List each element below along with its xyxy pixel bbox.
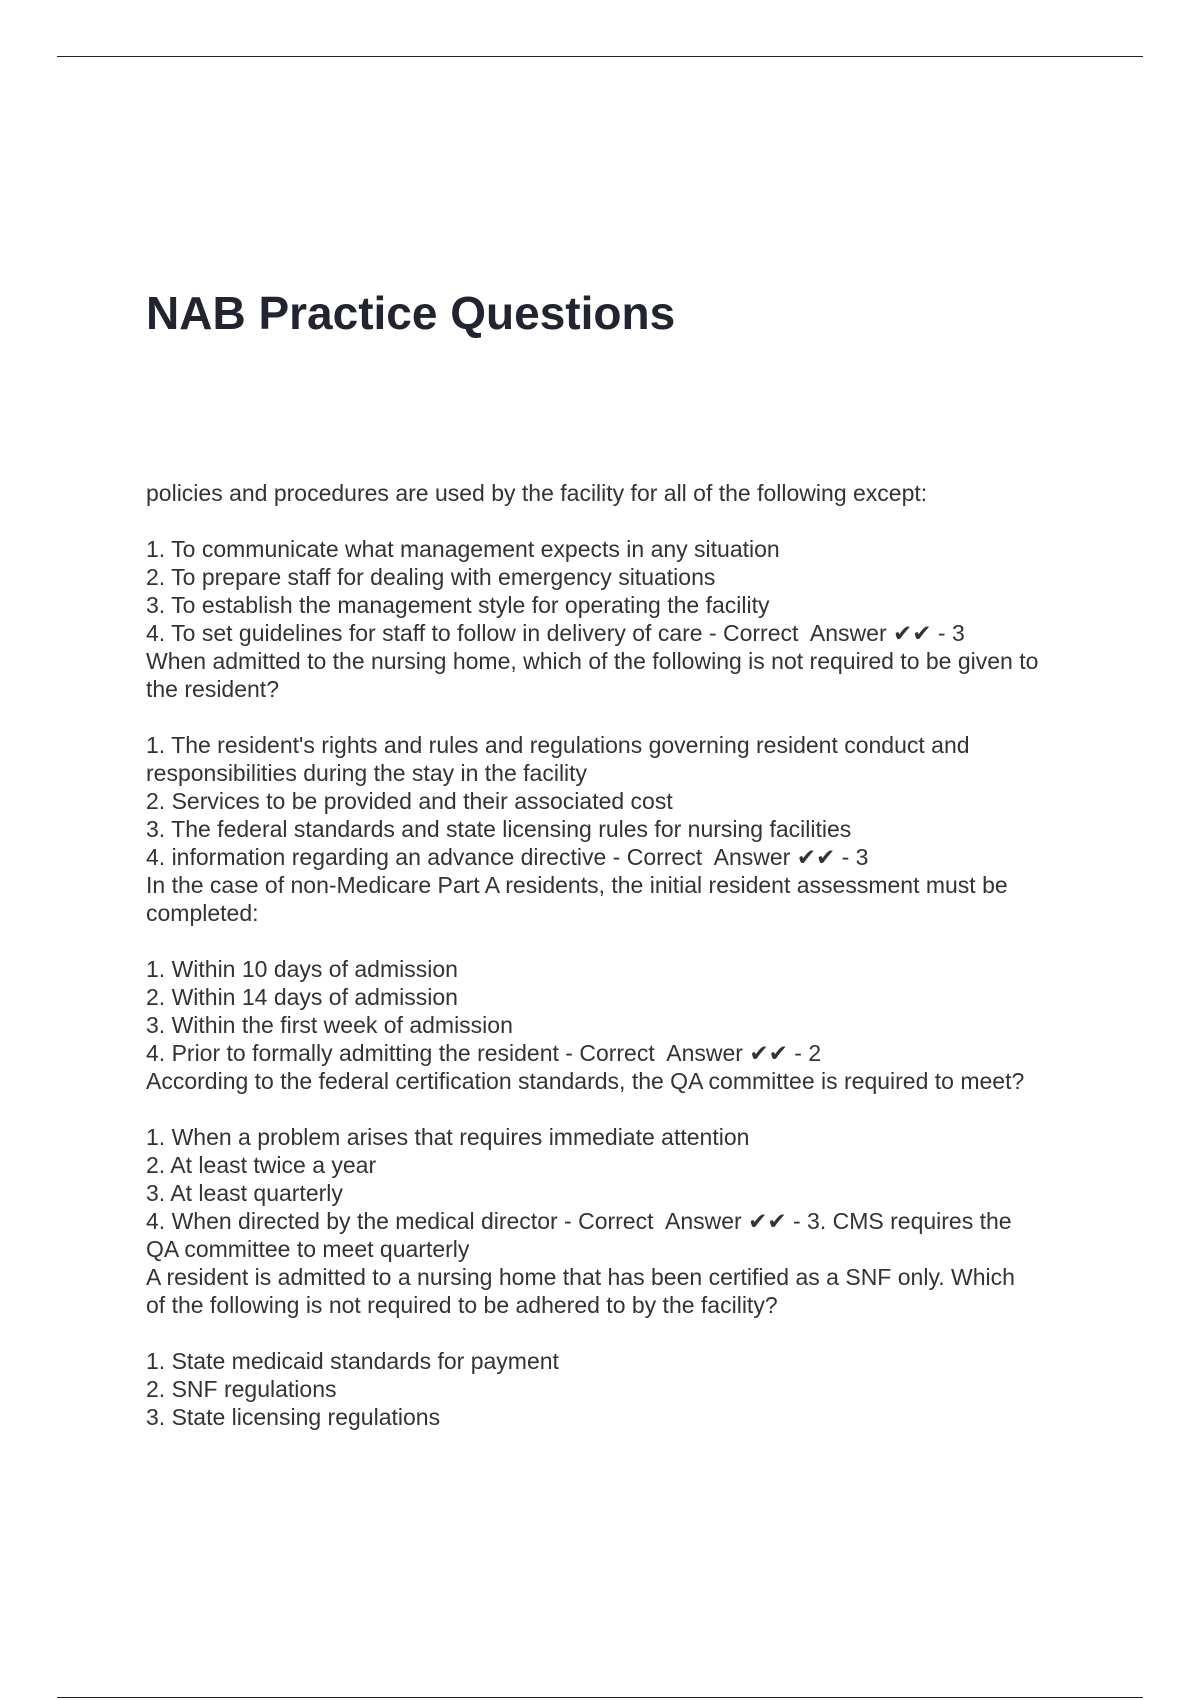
answer-option: 3. The federal standards and state licensing rules for nursing facilities xyxy=(146,816,852,842)
question-block xyxy=(146,647,1096,871)
answer-option: 3. Within the first week of admission xyxy=(146,1012,513,1038)
bottom-rule xyxy=(57,1697,1143,1698)
answer-option: 2. Services to be provided and their associated cost xyxy=(146,788,673,814)
question-text: completed: xyxy=(146,900,259,926)
page-title: NAB Practice Questions xyxy=(146,287,676,339)
answer-option: 4. To set guidelines for staff to follow in delivery of care - Correct Answer ✔✔ - 3 xyxy=(146,620,965,646)
question-text: In the case of non-Medicare Part A residents, the initial resident assessment must be xyxy=(146,872,1008,898)
question-text: policies and procedures are used by the facility for all of the following except: xyxy=(146,480,928,506)
answer-option: 2. SNF regulations xyxy=(146,1376,337,1402)
question-text: According to the federal certification standards, the QA committee is required to meet? xyxy=(146,1068,1025,1094)
answer-option: 1. State medicaid standards for payment xyxy=(146,1348,559,1374)
question-text: When admitted to the nursing home, which of the following is not required to be given to xyxy=(146,648,1039,674)
answer-option: 1. When a problem arises that requires immediate attention xyxy=(146,1124,750,1150)
answer-option: 3. To establish the management style for operating the facility xyxy=(146,592,770,618)
blank-line xyxy=(146,927,1096,955)
answer-option: 4. information regarding an advance directive - Correct Answer ✔✔ - 3 xyxy=(146,844,869,870)
blank-line xyxy=(146,507,1096,535)
top-rule xyxy=(57,56,1143,57)
answer-option: 4. When directed by the medical director - Correct Answer ✔✔ - 3. CMS requires the xyxy=(146,1208,1012,1234)
question-block xyxy=(146,1263,1096,1431)
answer-option: QA committee to meet quarterly xyxy=(146,1236,470,1262)
answer-option: 2. Within 14 days of admission xyxy=(146,984,458,1010)
question-text: of the following is not required to be adhered to by the facility? xyxy=(146,1292,778,1318)
question-block xyxy=(146,1067,1096,1263)
answer-option: 3. At least quarterly xyxy=(146,1180,343,1206)
answer-option: 4. Prior to formally admitting the resident - Correct Answer ✔✔ - 2 xyxy=(146,1040,822,1066)
answer-option: 1. Within 10 days of admission xyxy=(146,956,458,982)
question-text: the resident? xyxy=(146,676,279,702)
answer-option: responsibilities during the stay in the facility xyxy=(146,760,588,786)
answer-option: 1. To communicate what management expects in any situation xyxy=(146,536,780,562)
blank-line xyxy=(146,703,1096,731)
blank-line xyxy=(146,1319,1096,1347)
question-text: A resident is admitted to a nursing home that has been certified as a SNF only. Which xyxy=(146,1264,1015,1290)
blank-line xyxy=(146,1095,1096,1123)
answer-option: 2. At least twice a year xyxy=(146,1152,377,1178)
question-block xyxy=(146,479,1096,647)
question-block xyxy=(146,871,1096,1067)
answer-option: 2. To prepare staff for dealing with emergency situations xyxy=(146,564,716,590)
document-body xyxy=(146,479,1096,1431)
answer-option: 1. The resident's rights and rules and regulations governing resident conduct and xyxy=(146,732,970,758)
answer-option: 3. State licensing regulations xyxy=(146,1404,441,1430)
